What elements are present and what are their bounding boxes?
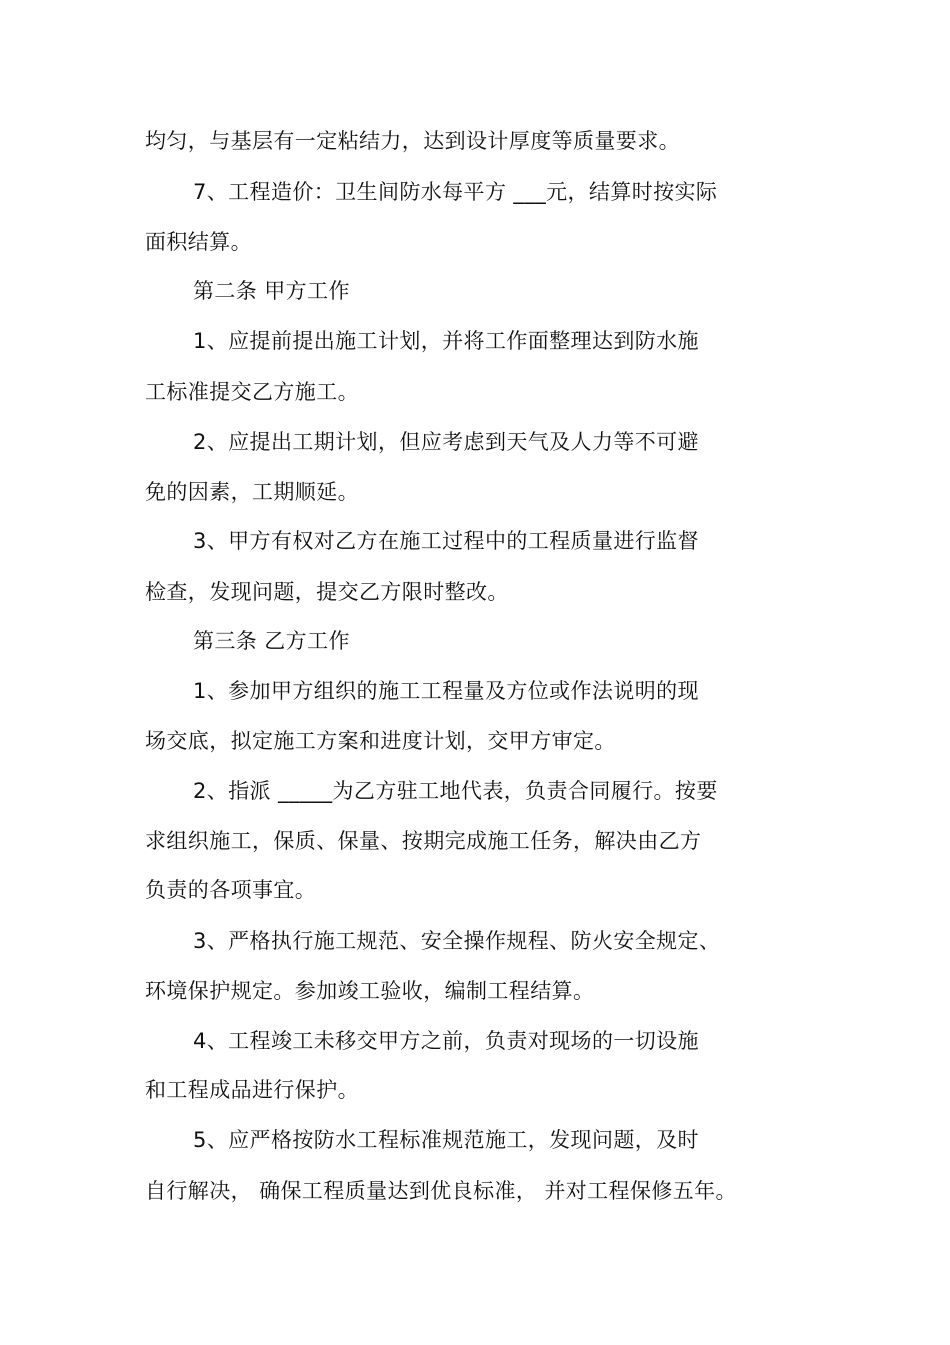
text-line: 2、应提出工期计划，但应考虑到天气及人力等不可避 — [193, 430, 699, 454]
text-line: 5、应严格按防水工程标准规范施工，发现问题，及时 — [193, 1128, 699, 1152]
section-heading: 第三条 乙方工作 — [193, 629, 350, 653]
text-line: 和工程成品进行保护。 — [145, 1078, 359, 1102]
text-line: 检查，发现问题，提交乙方限时整改。 — [145, 580, 509, 604]
text-line: 2、指派 _____为乙方驻工地代表，负责合同履行。按要 — [193, 779, 718, 803]
text-line: 环境保护规定。参加竣工验收，编制工程结算。 — [145, 979, 595, 1003]
text-line: 1、应提前提出施工计划，并将工作面整理达到防水施 — [193, 329, 699, 353]
text-line: 均匀，与基层有一定粘结力，达到设计厚度等质量要求。 — [145, 129, 680, 153]
text-line: 面积结算。 — [145, 230, 252, 254]
text-line: 场交底，拟定施工方案和进度计划，交甲方审定。 — [145, 729, 616, 753]
text-line: 负责的各项事宜。 — [145, 878, 317, 902]
text-line: 工标准提交乙方施工。 — [145, 380, 359, 404]
text-line: 3、严格执行施工规范、安全操作规程、防火安全规定、 — [193, 929, 721, 953]
text-line: 7、工程造价：卫生间防水每平方 ___元，结算时按实际 — [193, 180, 718, 204]
text-line: 3、甲方有权对乙方在施工过程中的工程质量进行监督 — [193, 529, 699, 553]
text-line: 4、工程竣工未移交甲方之前，负责对现场的一切设施 — [193, 1029, 699, 1053]
section-heading: 第二条 甲方工作 — [193, 279, 350, 303]
text-line: 求组织施工，保质、保量、按期完成施工任务，解决由乙方 — [145, 829, 702, 853]
text-line: 免的因素，工期顺延。 — [145, 480, 359, 504]
text-line: 1、参加甲方组织的施工工程量及方位或作法说明的现 — [193, 679, 699, 703]
text-line: 自行解决， 确保工程质量达到优良标准， 并对工程保修五年。 — [145, 1179, 737, 1203]
